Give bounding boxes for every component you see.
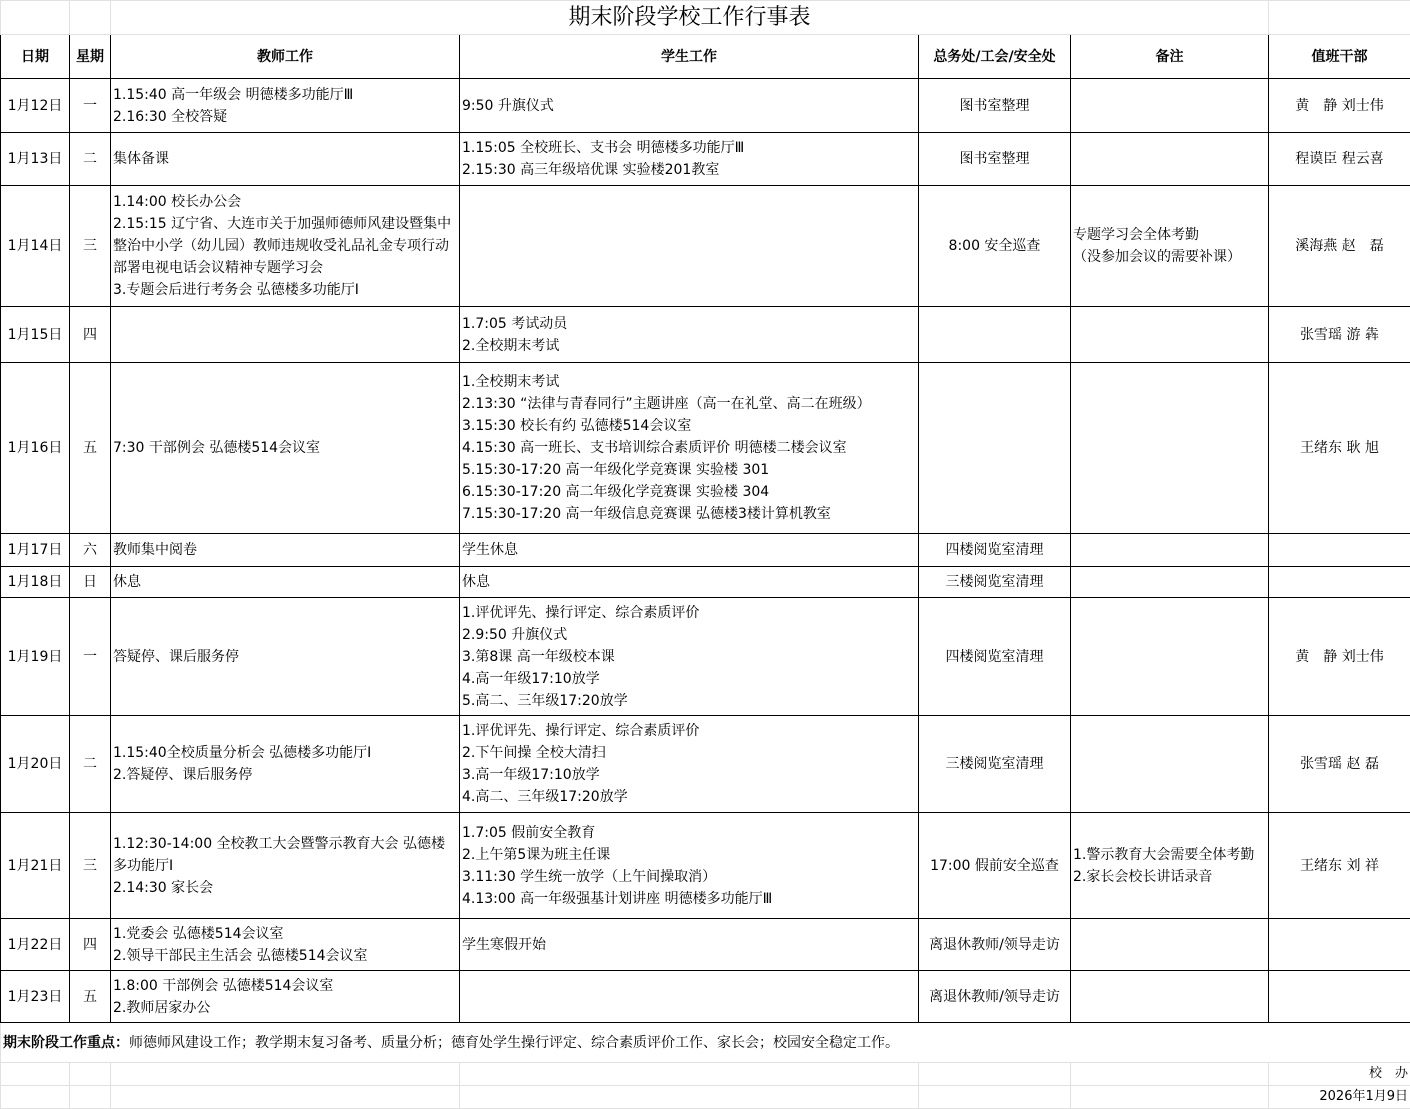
student-work-cell xyxy=(460,79,919,133)
remark-cell xyxy=(1071,186,1269,307)
cell-line: 3.第8课 高一年级校本课 xyxy=(462,646,916,668)
duty-cell xyxy=(1269,971,1410,1023)
cell-line: 3.15:30 校长有约 弘德楼514会议室 xyxy=(462,415,916,437)
empty-cell xyxy=(919,1086,1071,1109)
cell-line: 2.下午间操 全校大清扫 xyxy=(462,742,916,764)
admin-cell: 三楼阅览室清理 xyxy=(919,567,1071,598)
remark-cell xyxy=(1071,363,1269,534)
remark-cell xyxy=(1071,813,1269,919)
weekday-cell: 一 xyxy=(70,598,111,716)
cell-line: （没参加会议的需要补课） xyxy=(1073,246,1266,268)
admin-cell: 三楼阅览室清理 xyxy=(919,716,1071,813)
date-row xyxy=(1,1086,1410,1109)
empty-cell xyxy=(1,1086,70,1109)
cell-line: 休息 xyxy=(113,571,457,593)
cell-line: 1.12:30-14:00 全校教工大会暨警示教育大会 弘德楼多功能厅Ⅰ xyxy=(113,833,457,877)
cell-line: 1.警示教育大会需要全体考勤 xyxy=(1073,844,1266,866)
table-row xyxy=(1,79,1410,133)
cell-line: 1.7:05 假前安全教育 xyxy=(462,822,916,844)
teacher-work-cell xyxy=(111,567,460,598)
cell-line: 2.14:30 家长会 xyxy=(113,877,457,899)
student-work-cell xyxy=(460,363,919,534)
date-cell: 1月17日 xyxy=(1,534,70,567)
cell-line: 4.15:30 高一班长、支书培训综合素质评价 明德楼二楼会议室 xyxy=(462,437,916,459)
cell-line: 2.答疑停、课后服务停 xyxy=(113,764,457,786)
weekday-cell: 三 xyxy=(70,186,111,307)
header-student: 学生工作 xyxy=(460,35,919,79)
remark-cell xyxy=(1071,79,1269,133)
student-work-cell xyxy=(460,186,919,307)
teacher-work-cell xyxy=(111,716,460,813)
teacher-work-cell xyxy=(111,363,460,534)
date-cell: 1月13日 xyxy=(1,133,70,186)
cell-line: 1.15:40 高一年级会 明德楼多功能厅Ⅲ xyxy=(113,84,457,106)
cell-line: 教师集中阅卷 xyxy=(113,539,457,561)
duty-cell: 黄 静 刘士伟 xyxy=(1269,598,1410,716)
duty-cell xyxy=(1269,919,1410,971)
duty-cell xyxy=(1269,534,1410,567)
cell-line: 5.高二、三年级17:20放学 xyxy=(462,690,916,712)
cell-line: 1.15:05 全校班长、支书会 明德楼多功能厅Ⅲ xyxy=(462,137,916,159)
admin-cell: 图书室整理 xyxy=(919,79,1071,133)
cell-line: 集体备课 xyxy=(113,148,457,170)
teacher-work-cell xyxy=(111,971,460,1023)
table-row xyxy=(1,363,1410,534)
header-teacher: 教师工作 xyxy=(111,35,460,79)
weekday-cell: 五 xyxy=(70,363,111,534)
remark-cell xyxy=(1071,133,1269,186)
empty-cell xyxy=(70,1086,111,1109)
remark-cell xyxy=(1071,716,1269,813)
duty-cell: 张雪瑶 赵 磊 xyxy=(1269,716,1410,813)
remark-cell xyxy=(1071,567,1269,598)
duty-cell: 程谟臣 程云喜 xyxy=(1269,133,1410,186)
table-row xyxy=(1,133,1410,186)
header-remark: 备注 xyxy=(1071,35,1269,79)
empty-cell xyxy=(1,1063,70,1086)
page-title: 期末阶段学校工作行事表 xyxy=(111,1,1269,35)
student-work-cell xyxy=(460,598,919,716)
student-work-cell xyxy=(460,971,919,1023)
weekday-cell: 五 xyxy=(70,971,111,1023)
student-work-cell xyxy=(460,307,919,363)
office-label: 校 办 xyxy=(1269,1063,1410,1086)
teacher-work-cell xyxy=(111,186,460,307)
remark-cell xyxy=(1071,971,1269,1023)
admin-cell: 8:00 安全巡查 xyxy=(919,186,1071,307)
table-row xyxy=(1,307,1410,363)
duty-cell: 黄 静 刘士伟 xyxy=(1269,79,1410,133)
teacher-work-cell xyxy=(111,133,460,186)
empty-cell xyxy=(460,1063,919,1086)
focus-cell xyxy=(1,1023,1410,1063)
weekday-cell: 二 xyxy=(70,716,111,813)
date-cell: 1月19日 xyxy=(1,598,70,716)
cell-line: 2.领导干部民主生活会 弘德楼514会议室 xyxy=(113,945,457,967)
date-cell: 1月22日 xyxy=(1,919,70,971)
teacher-work-cell xyxy=(111,307,460,363)
empty-cell xyxy=(1071,1086,1269,1109)
cell-line: 4.高二、三年级17:20放学 xyxy=(462,786,916,808)
header-admin: 总务处/工会/安全处 xyxy=(919,35,1071,79)
title-row xyxy=(1,1,1410,35)
header-date: 日期 xyxy=(1,35,70,79)
sign-date: 2026年1月9日 xyxy=(1269,1086,1410,1109)
teacher-work-cell xyxy=(111,813,460,919)
duty-cell xyxy=(1269,567,1410,598)
empty-cell xyxy=(111,1086,460,1109)
cell-line: 3.高一年级17:10放学 xyxy=(462,764,916,786)
duty-cell: 张雪瑶 游 犇 xyxy=(1269,307,1410,363)
cell-line: 2.16:30 全校答疑 xyxy=(113,106,457,128)
header-duty: 值班干部 xyxy=(1269,35,1410,79)
duty-cell: 王绪东 耿 旭 xyxy=(1269,363,1410,534)
cell-line: 2.上午第5课为班主任课 xyxy=(462,844,916,866)
teacher-work-cell xyxy=(111,598,460,716)
table-row xyxy=(1,813,1410,919)
admin-cell xyxy=(919,307,1071,363)
teacher-work-cell xyxy=(111,534,460,567)
date-cell: 1月14日 xyxy=(1,186,70,307)
cell-line: 2.15:15 辽宁省、大连市关于加强师德师风建设暨集中整治中小学（幼儿园）教师违规收受礼品礼金专项行动部署电视电话会议精神专题学习会 xyxy=(113,213,457,279)
cell-line: 1.8:00 干部例会 弘德楼514会议室 xyxy=(113,975,457,997)
weekday-cell: 六 xyxy=(70,534,111,567)
admin-cell: 17:00 假前安全巡查 xyxy=(919,813,1071,919)
cell-line: 1.全校期末考试 xyxy=(462,371,916,393)
cell-line: 6.15:30-17:20 高二年级化学竞赛课 实验楼 304 xyxy=(462,481,916,503)
cell-line: 2.15:30 高三年级培优课 实验楼201教室 xyxy=(462,159,916,181)
date-cell: 1月12日 xyxy=(1,79,70,133)
table-row xyxy=(1,598,1410,716)
table-row xyxy=(1,186,1410,307)
student-work-cell xyxy=(460,567,919,598)
admin-cell: 离退休教师/领导走访 xyxy=(919,971,1071,1023)
weekday-cell: 三 xyxy=(70,813,111,919)
date-cell: 1月18日 xyxy=(1,567,70,598)
date-cell: 1月16日 xyxy=(1,363,70,534)
table-row xyxy=(1,971,1410,1023)
cell-line: 7:30 干部例会 弘德楼514会议室 xyxy=(113,437,457,459)
cell-line: 1.党委会 弘德楼514会议室 xyxy=(113,923,457,945)
student-work-cell xyxy=(460,813,919,919)
cell-line: 3.专题会后进行考务会 弘德楼多功能厅Ⅰ xyxy=(113,279,457,301)
cell-line: 3.11:30 学生统一放学（上午间操取消） xyxy=(462,866,916,888)
cell-line: 2.9:50 升旗仪式 xyxy=(462,624,916,646)
remark-cell xyxy=(1071,598,1269,716)
empty-cell xyxy=(919,1063,1071,1086)
duty-cell: 溪海燕 赵 磊 xyxy=(1269,186,1410,307)
student-work-cell xyxy=(460,919,919,971)
cell-line: 4.13:00 高一年级强基计划讲座 明德楼多功能厅Ⅲ xyxy=(462,888,916,910)
empty-cell xyxy=(111,1063,460,1086)
cell-line: 2.教师居家办公 xyxy=(113,997,457,1019)
weekday-cell: 四 xyxy=(70,919,111,971)
student-work-cell xyxy=(460,133,919,186)
weekday-cell: 一 xyxy=(70,79,111,133)
date-cell: 1月20日 xyxy=(1,716,70,813)
admin-cell: 图书室整理 xyxy=(919,133,1071,186)
weekday-cell: 日 xyxy=(70,567,111,598)
cell-line: 1.14:00 校长办公会 xyxy=(113,191,457,213)
cell-line: 学生寒假开始 xyxy=(462,934,916,956)
remark-cell xyxy=(1071,919,1269,971)
teacher-work-cell xyxy=(111,919,460,971)
focus-label: 期末阶段工作重点： xyxy=(3,1035,129,1051)
date-cell: 1月21日 xyxy=(1,813,70,919)
empty-cell xyxy=(1071,1063,1269,1086)
student-work-cell xyxy=(460,716,919,813)
date-cell: 1月15日 xyxy=(1,307,70,363)
cell-line: 2.全校期末考试 xyxy=(462,335,916,357)
admin-cell: 四楼阅览室清理 xyxy=(919,598,1071,716)
cell-line: 1.评优评先、操行评定、综合素质评价 xyxy=(462,720,916,742)
cell-line: 2.家长会校长讲话录音 xyxy=(1073,866,1266,888)
header-row xyxy=(1,35,1410,79)
admin-cell: 四楼阅览室清理 xyxy=(919,534,1071,567)
duty-cell: 王绪东 刘 祥 xyxy=(1269,813,1410,919)
header-weekday: 星期 xyxy=(70,35,111,79)
remark-cell xyxy=(1071,307,1269,363)
table-row xyxy=(1,716,1410,813)
cell-line: 休息 xyxy=(462,571,916,593)
weekday-cell: 二 xyxy=(70,133,111,186)
table-row xyxy=(1,919,1410,971)
cell-line: 1.15:40全校质量分析会 弘德楼多功能厅Ⅰ xyxy=(113,742,457,764)
cell-line: 学生休息 xyxy=(462,539,916,561)
cell-line: 1.评优评先、操行评定、综合素质评价 xyxy=(462,602,916,624)
date-cell: 1月23日 xyxy=(1,971,70,1023)
remark-cell xyxy=(1071,534,1269,567)
table-row xyxy=(1,534,1410,567)
cell-line: 7.15:30-17:20 高一年级信息竞赛课 弘德楼3楼计算机教室 xyxy=(462,503,916,525)
office-row xyxy=(1,1063,1410,1086)
cell-line: 9:50 升旗仪式 xyxy=(462,95,916,117)
cell-line: 2.13:30 “法律与青春同行”主题讲座（高一在礼堂、高二在班级） xyxy=(462,393,916,415)
cell-line: 答疑停、课后服务停 xyxy=(113,646,457,668)
table-row xyxy=(1,567,1410,598)
empty-cell xyxy=(70,1063,111,1086)
cell-line: 4.高一年级17:10放学 xyxy=(462,668,916,690)
cell-line: 专题学习会全体考勤 xyxy=(1073,224,1266,246)
admin-cell: 离退休教师/领导走访 xyxy=(919,919,1071,971)
student-work-cell xyxy=(460,534,919,567)
teacher-work-cell xyxy=(111,79,460,133)
cell-line: 5.15:30-17:20 高一年级化学竞赛课 实验楼 301 xyxy=(462,459,916,481)
weekday-cell: 四 xyxy=(70,307,111,363)
focus-row xyxy=(1,1023,1410,1063)
admin-cell xyxy=(919,363,1071,534)
focus-text: 师德师风建设工作；教学期末复习备考、质量分析；德育处学生操行评定、综合素质评价工作、家长会；校园安全稳定工作。 xyxy=(129,1035,899,1051)
cell-line: 1.7:05 考试动员 xyxy=(462,313,916,335)
empty-cell xyxy=(460,1086,919,1109)
